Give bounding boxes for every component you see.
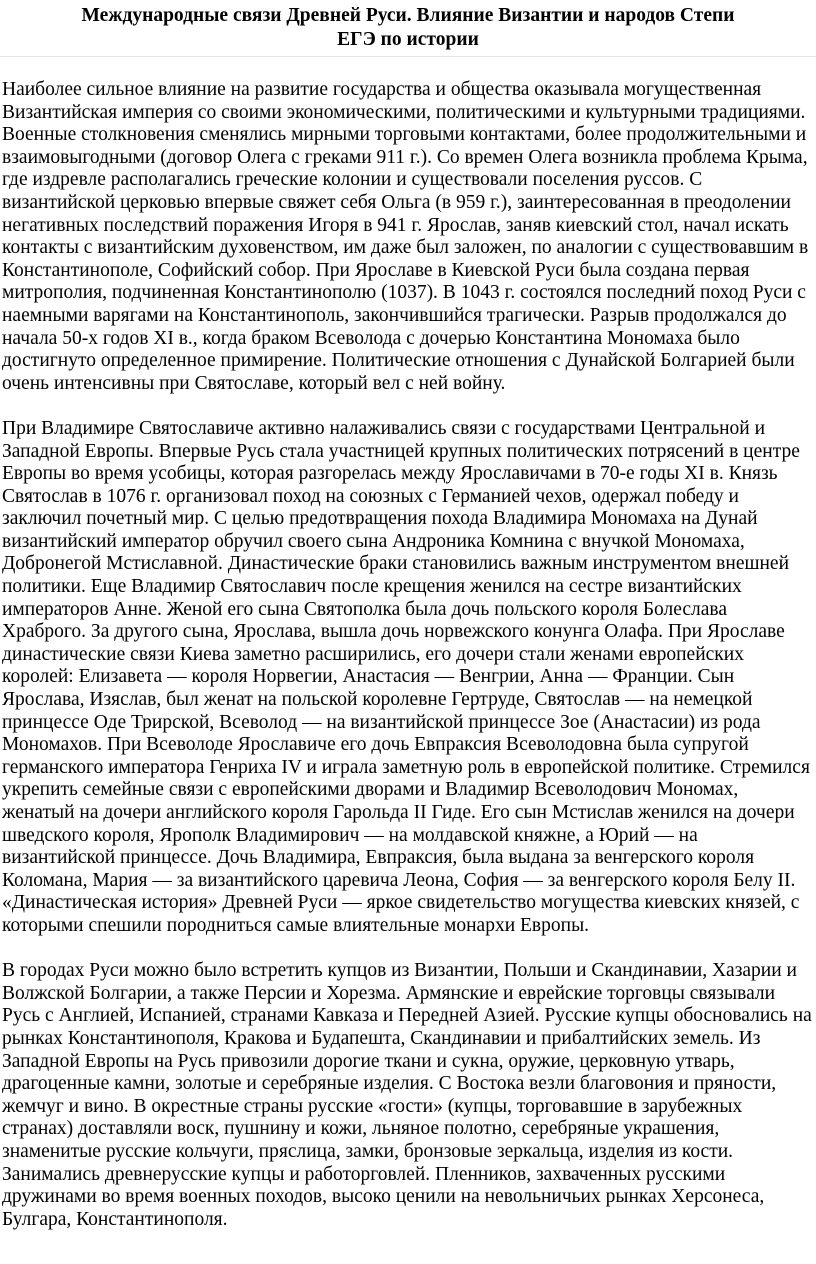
paragraph-trade: В городах Руси можно было встретить купцов из Византии, Польши и Скандинавии, Хазарии и Волжской Болгарии, а также Персии и Хорезма. Армянские и еврейские торговцы связывали Русь с Англией, Испанией, странами Кавказа и Передней Азией. Русские купцы обосновались на рынках Константинополя, Кракова и Будапешта, Скандинавии и прибалтийских земель. Из Западной Европы на Русь привозили дорогие ткани и сукна, оружие, церковную утварь, драгоценные камни, золотые и серебряные изделия. С Востока везли благовония и пряности, жемчуг и вино. В окрестные страны русские «гости» (купцы, торговавшие в зарубежных странах) доставляли воск, пушнину и кожи, льняное полотно, серебряные украшения, знаменитые русские кольчуги, пряслица, замки, бронзовые зеркальца, изделия из кости. Занимались древнерусские купцы и работорговлей. Пленников, захваченных русскими дружинами во время военных походов, высоко ценили на невольничьих рынках Херсонеса, Булгара, Константинополя. [2, 960, 812, 1230]
document-title [0, 4, 816, 52]
title-divider [0, 56, 816, 57]
paragraph-european-relations: При Владимире Святославиче активно налаживались связи с государствами Центральной и Западной Европы. Впервые Русь стала участницей крупных политических потрясений в центре Европы во время усобицы, которая разгорелась между Ярославичами в 70-е годы XI в. Князь Святослав в 1076 г. организовал поход на союзных с Германией чехов, одержал победу и заключил почетный мир. С целью предотвращения похода Владимира Мономаха на Дунай византийский император обручил своего сына Андроника Комнина с внучкой Мономаха, Добронегой Мстиславной. Династические браки становились важным инструментом внешней политики. Еще Владимир Святославич после крещения женился на сестре византийских императоров Анне. Женой его сына Святополка была дочь польского короля Болеслава Храброго. За другого сына, Ярослава, вышла дочь норвежского конунга Олафа. При Ярославе династические связи Киева заметно расширились, его дочери стали женами европейских королей: Елизавета — короля Норвегии, Анастасия — Венгрии, Анна — Франции. Сын Ярослава, Изяслав, был женат на польской королевне Гертруде, Святослав — на немецкой принцессе Оде Трирской, Всеволод — на византийской принцессе Зое (Анастасии) из рода Мономахов. При Всеволоде Ярославиче его дочь Евпраксия Всеволодовна была супругой германского императора Генриха IV и играла заметную роль в европейской политике. Стремился укрепить семейные связи с европейскими дворами и Владимир Всеволодович Мономах, женатый на дочери английского короля Гарольда II Гиде. Его сын Мстислав женился на дочери шведского короля, Ярополк Владимирович — на молдавской княжне, а Юрий — на византийской принцессе. Дочь Владимира, Евпраксия, была выдана за венгерского короля Коломана, Мария — за византийского царевича Леона, София — за венгерского короля Белу II. «Династическая история» Древней Руси — яркое свидетельство могущества киевских князей, с которыми спешили породниться самые влиятельные монархи Европы. [2, 417, 810, 936]
title-line-1: Международные связи Древней Руси. Влияние Византии и народов Степи [81, 5, 735, 26]
document-body [0, 79, 812, 1231]
title-line-2: ЕГЭ по истории [337, 29, 479, 50]
paragraph-byzantium: Наиболее сильное влияние на развитие государства и общества оказывала могущественная Византийская империя со своими экономическими, политическими и культурными традициями. Военные столкновения сменялись мирными торговыми контактами, более продолжительными и взаимовыгодными (договор Олега с греками 911 г.). Со времен Олега возникла проблема Крыма, где издревле располагались греческие колонии и существовали поселения руссов. С византийской церковью впервые свяжет себя Ольга (в 959 г.), заинтересованная в преодолении негативных последствий поражения Игоря в 941 г. Ярослав, заняв киевский стол, начал искать контакты с византийским духовенством, им даже был заложен, по аналогии с существовавшим в Константинополе, Софийский собор. При Ярославе в Киевской Руси была создана первая митрополия, подчиненная Константинополю (1037). В 1043 г. состоялся последний поход Руси с наемными варягами на Константинополь, закончившийся трагически. Разрыв продолжался до начала 50-х годов XI в., когда браком Всеволода с дочерью Константина Мономаха было достигнуто определенное примирение. Политические отношения с Дунайской Болгарией были очень интенсивны при Святославе, который вел с ней войну. [2, 79, 809, 394]
